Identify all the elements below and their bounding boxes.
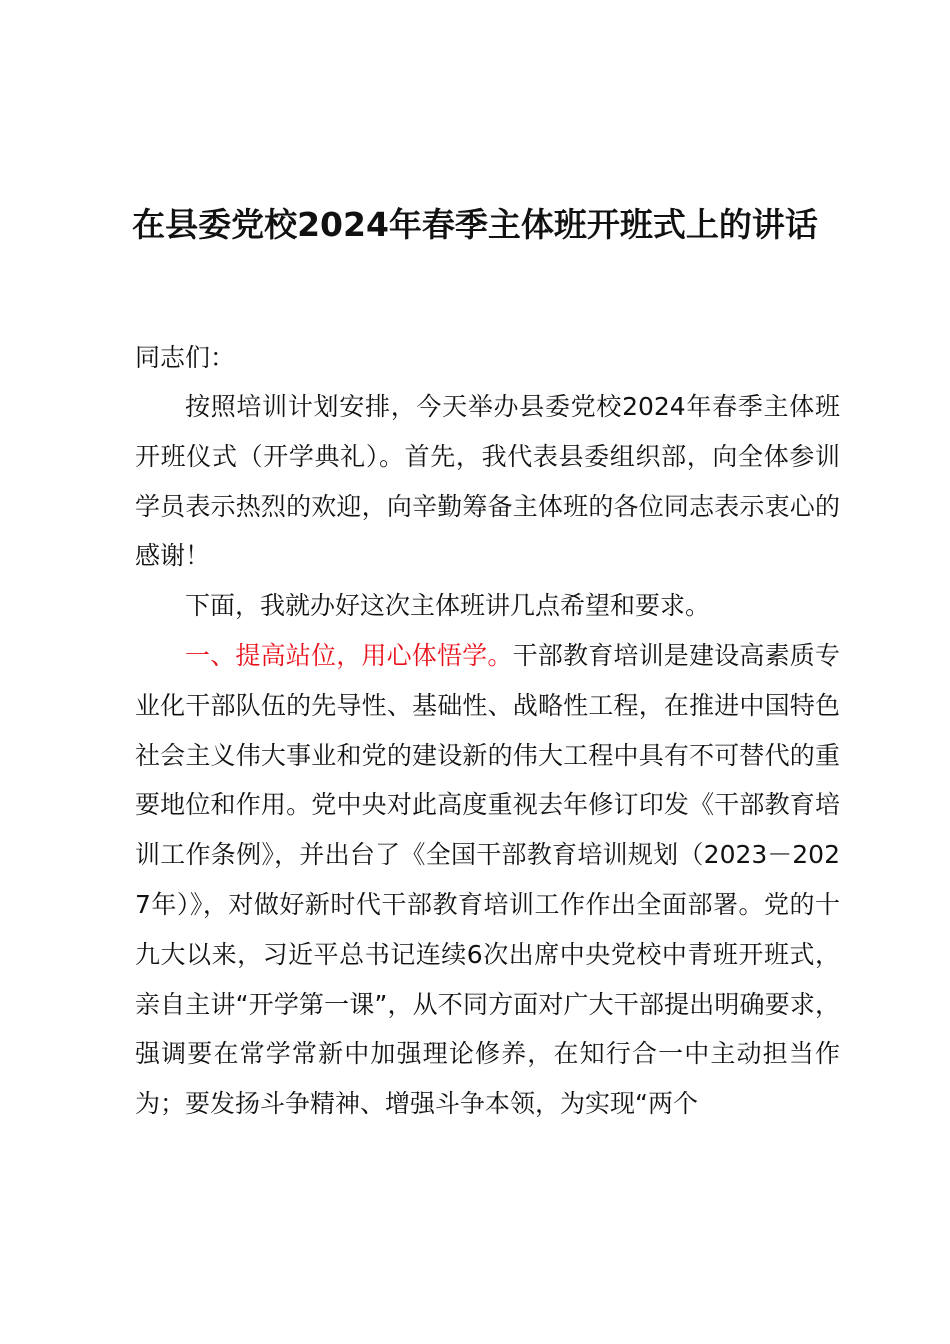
salutation: 同志们： <box>135 343 236 372</box>
document-title: 在县委党校2024年春季主体班开班式上的讲话 <box>132 205 818 244</box>
document-body <box>135 382 840 1129</box>
section-heading-1: 一、提高站位，用心体悟学。 <box>185 640 513 670</box>
section-text-1: 干部教育培训是建设高素质专业化干部队伍的先导性、基础性、战略性工程，在推进中国特色社会主义伟大事业和党的建设新的伟大工程中具有不可替代的重要地位和作用。党中央对此高度重视去年修订印发《干部教育培训工作条例》，并出台了《全国干部教育培训规划（2023－2027年）》，对做好新时代干部教育培训工作作出全面部署。党的十九大以来，习近平总书记连续6次出席中央党校中青班开班式，亲自主讲“开学第一课”，从不同方面对广大干部提出明确要求，强调要在常学常新中加强理论修养，在知行合一中主动担当作为；要发扬斗争精神、增强斗争本领，为实现“两个 <box>135 640 840 1119</box>
paragraph-section-1 <box>135 631 840 1129</box>
paragraph-intro: 下面，我就办好这次主体班讲几点希望和要求。 <box>185 591 711 621</box>
paragraph-opening: 按照培训计划安排，今天举办县委党校2024年春季主体班开班仪式（开学典礼）。首先，我代表县委组织部，向全体参训学员表示热烈的欢迎，向辛勤筹备主体班的各位同志表示衷心的感谢！ <box>135 392 840 571</box>
